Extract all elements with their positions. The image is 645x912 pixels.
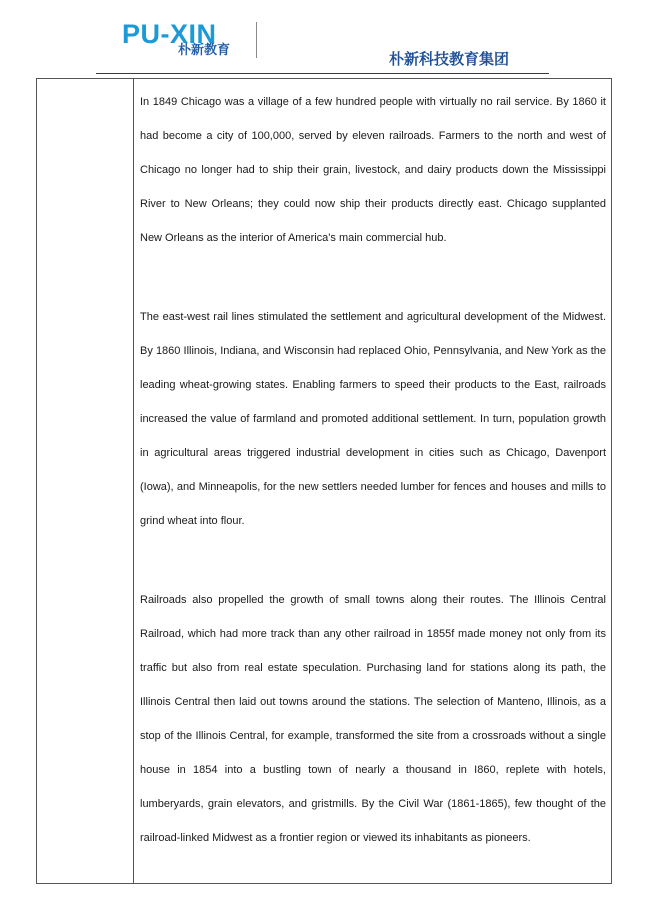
header-title: 朴新科技教育集团 <box>389 50 510 68</box>
logo-subtitle: 朴新教育 <box>178 43 231 58</box>
puxin-logo <box>122 20 262 62</box>
logo-divider <box>256 22 257 58</box>
passage-paragraph-2: The east-west rail lines stimulated the settlement and agricultural development of the Midwest. By 1860 Illinois, Indiana, and Wisconsin had replaced Ohio, Pennsylvania, and New York as the leading wheat-growing states. Enabling farmers to speed their products to the East, railroads increased the value of farmland and promoted additional settlement. In turn, population growth in agricultural areas triggered industrial development in cities such as Chicago, Davenport (Iowa), and Minneapolis, for the new settlers needed lumber for fences and houses and mills to grind wheat into flour. <box>140 311 606 527</box>
passage-paragraph-3: Railroads also propelled the growth of small towns along their routes. The Illinois Central Railroad, which had more track than any other railroad in 1855f made money not only from its traffic but also from real estate speculation. Purchasing land for stations along its path, the Illinois Central then laid out towns around the stations. The selection of Manteno, Illinois, as a stop of the Illinois Central, for example, transformed the site from a crossroads without a single house in 1854 into a bustling town of nearly a thousand in I860, replete with hotels, lumberyards, grain elevators, and gristmills. By the Civil War (1861-1865), few thought of the railroad-linked Midwest as a frontier region or viewed its inhabitants as pioneers. <box>140 594 606 844</box>
passage-content <box>140 85 606 855</box>
table-left-cell <box>36 78 134 884</box>
page-header <box>0 0 645 80</box>
passage-paragraph-1: In 1849 Chicago was a village of a few hundred people with virtually no rail service. By 1860 it had become a city of 100,000, served by eleven railroads. Farmers to the north and west of Chicago no longer had to ship their grain, livestock, and dairy products down the Mississippi River to New Orleans; they could now ship their products directly east. Chicago supplanted New Orleans as the interior of America's main commercial hub. <box>140 96 606 244</box>
header-rule <box>96 73 549 74</box>
logo-wordmark: PU-XIN <box>122 19 217 49</box>
